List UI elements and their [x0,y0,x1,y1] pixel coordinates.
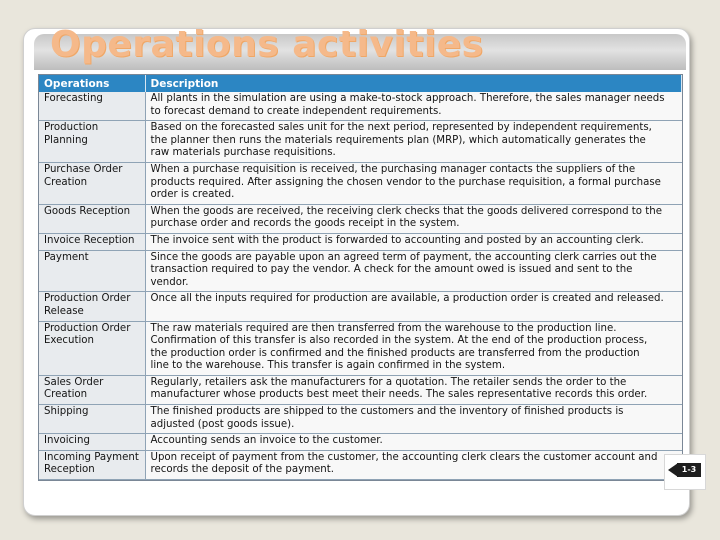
operation-cell: Production Order Release [39,292,145,321]
description-cell: When the goods are received, the receiving clerk checks that the goods delivered correspond to the purchase order and records the goods receipt in the system. [145,204,682,233]
table-row [39,405,682,434]
operation-cell: Invoicing [39,434,145,451]
operations-table-container [38,74,683,481]
table-row [39,233,682,250]
operation-cell: Production Planning [39,121,145,163]
description-cell: All plants in the simulation are using a make-to-stock approach. Therefore, the sales manager needs to forecast demand to create independent requirements. [145,92,682,121]
operation-cell: Goods Reception [39,204,145,233]
table-row [39,250,682,292]
operation-cell: Sales Order Creation [39,375,145,404]
operation-cell: Purchase Order Creation [39,162,145,204]
description-cell: Once all the inputs required for production are available, a production order is created and released. [145,292,682,321]
description-cell: Regularly, retailers ask the manufacturers for a quotation. The retailer sends the order to the manufacturer whose products best meet their needs. The sales representative records this order. [145,375,682,404]
description-cell: The invoice sent with the product is forwarded to accounting and posted by an accounting clerk. [145,233,682,250]
operations-table [39,75,682,480]
description-cell: Accounting sends an invoice to the customer. [145,434,682,451]
slide-number: 1-3 [677,463,701,477]
description-cell: The raw materials required are then transferred from the warehouse to the production line. Confirmation of this transfer is also recorded in the system. At the end of the production process, the production order is confirmed and the finished products are transferred from the production line to the warehouse. This transfer is again confirmed in the system. [145,321,682,375]
description-cell: The finished products are shipped to the customers and the inventory of finished products is adjusted (post goods issue). [145,405,682,434]
operation-cell: Invoice Reception [39,233,145,250]
description-cell: Based on the forecasted sales unit for the next period, represented by independent requirements, the planner then runs the materials requirements plan (MRP), which automatically generates the raw materials purchase requisitions. [145,121,682,163]
table-row [39,121,682,163]
operation-cell: Payment [39,250,145,292]
page-title: Operations activities [50,24,484,65]
table-row [39,292,682,321]
table-row [39,321,682,375]
table-row [39,375,682,404]
table-row [39,450,682,479]
operation-cell: Incoming Payment Reception [39,450,145,479]
description-cell: When a purchase requisition is received, the purchasing manager contacts the suppliers of the products required. After assigning the chosen vendor to the purchase requisition, a formal purchase order is created. [145,162,682,204]
table-row [39,204,682,233]
description-cell: Since the goods are payable upon an agreed term of payment, the accounting clerk carries out the transaction required to pay the vendor. A check for the amount owed is issued and sent to the vendor. [145,250,682,292]
operation-cell: Forecasting [39,92,145,121]
table-row [39,162,682,204]
column-header-operations: Operations [39,75,145,92]
column-header-description: Description [145,75,682,92]
operation-cell: Shipping [39,405,145,434]
description-cell: Upon receipt of payment from the customer, the accounting clerk clears the customer account and records the deposit of the payment. [145,450,682,479]
table-row [39,434,682,451]
table-row [39,92,682,121]
slide-number-badge [664,454,706,490]
table-header-row [39,75,682,92]
operation-cell: Production Order Execution [39,321,145,375]
